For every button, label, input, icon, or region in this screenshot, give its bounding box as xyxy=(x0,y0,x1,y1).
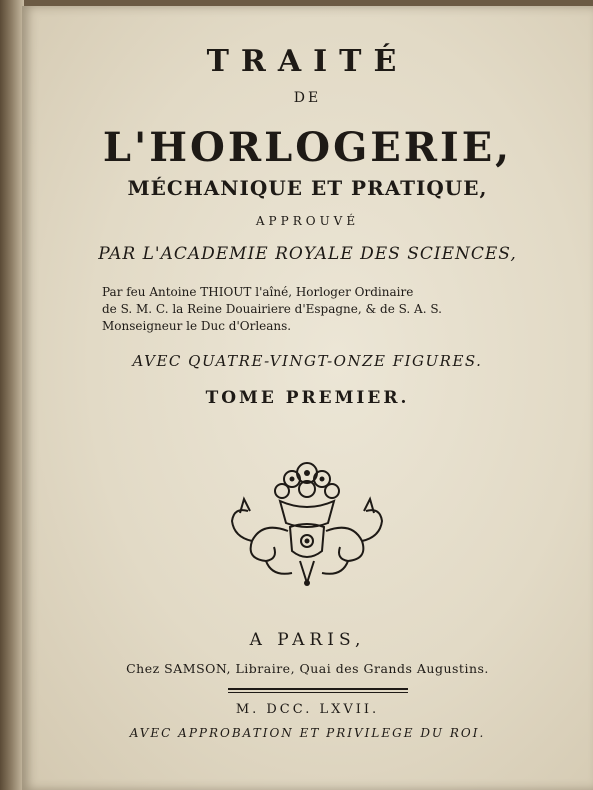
author-block xyxy=(102,284,542,335)
double-rule-bottom xyxy=(228,692,408,693)
floral-vignette-icon xyxy=(222,451,392,591)
figures-line: AVEC QUATRE-VINGT-ONZE FIGURES. xyxy=(132,352,483,370)
place-line: A PARIS, xyxy=(249,630,366,650)
approved-line: APPROUVÉ xyxy=(255,214,360,228)
title-page xyxy=(22,6,593,790)
publisher-line: Chez SAMSON, Libraire, Quai des Grands Augustins. xyxy=(126,661,489,676)
double-rule-top xyxy=(228,688,408,690)
author-line-2: de S. M. C. la Reine Douairiere d'Espagne, & de S. A. S. xyxy=(102,302,442,316)
privilege-line: AVEC APPROBATION ET PRIVILEGE DU ROI. xyxy=(129,726,486,740)
author-line-3: Monseigneur le Duc d'Orleans. xyxy=(102,319,292,333)
author-line-1: Par feu Antoine THIOUT l'aîné, Horloger Ordinaire xyxy=(102,285,414,299)
date-line: M. DCC. LXVII. xyxy=(235,702,380,717)
title-line-de: DE xyxy=(293,90,322,106)
title-line-traite: TRAITÉ xyxy=(206,44,409,79)
title-line-horlogerie: L'HORLOGERIE, xyxy=(102,124,513,171)
volume-line: TOME PREMIER. xyxy=(205,388,410,408)
book-spine-edge xyxy=(0,0,24,790)
academy-line: PAR L'ACADEMIE ROYALE DES SCIENCES, xyxy=(98,244,517,264)
subtitle: MÉCHANIQUE ET PRATIQUE, xyxy=(127,176,488,200)
